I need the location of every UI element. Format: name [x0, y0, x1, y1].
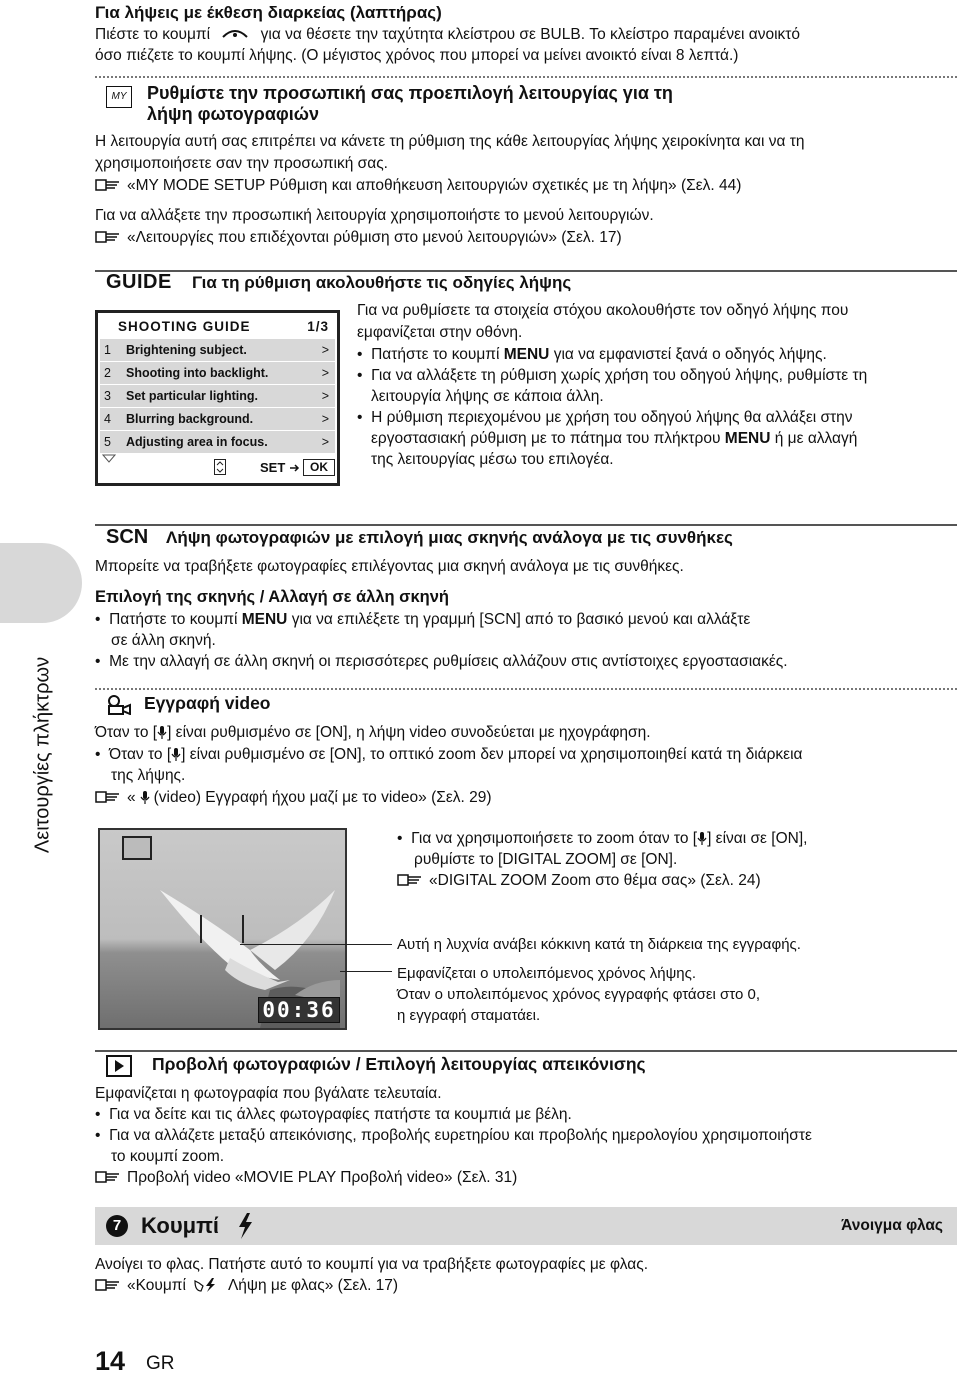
guide-item-number: 1	[104, 343, 111, 357]
bullet: •	[95, 1127, 101, 1144]
flash-right-label: Άνοιγμα φλας	[841, 1217, 943, 1234]
video-bullet-1	[95, 744, 803, 765]
bulb-button-icon	[220, 27, 250, 41]
bullet: •	[95, 653, 101, 670]
scn-bullet-1	[95, 609, 750, 630]
scn-b1-b: για να επιλέξετε τη γραμμή [SCN] από το βασικό μενού και αλλάξτε	[291, 611, 751, 628]
shooting-guide-screen	[95, 310, 340, 486]
flash-ref-b: Λήψη με φλας» (Σελ. 17)	[227, 1277, 399, 1294]
scn-body: Μπορείτε να τραβήξετε φωτογραφίες επιλέγοντας μια σκηνή ανάλογα με τις συνθήκες.	[95, 558, 684, 575]
bulb-line-1b: για να θέσετε την ταχύτητα κλείστρου σε BULB. Το κλείστρο παραμένει ανοικτό	[260, 26, 801, 43]
chevron-right-icon: >	[321, 343, 329, 357]
guide-text-1: Για να ρυθμίσετε τα στοιχεία στόχου ακολουθήστε τον οδηγό λήψης που	[357, 302, 849, 319]
my-mode-icon: MY	[106, 86, 132, 108]
guide-bullet-1	[357, 344, 827, 365]
mymode-body-1: Η λειτουργία αυτή σας επιτρέπει να κάνετε τη ρύθμιση της κάθε λειτουργίας λήψης χειροκίνητα και να τη	[95, 133, 805, 150]
flash-icon	[235, 1212, 255, 1240]
mymode-body-2: χρησιμοποιήσετε σαν την προσωπική σας.	[95, 155, 388, 172]
guide-bullet-3	[357, 407, 853, 428]
guide-item-label: Adjusting area in focus.	[126, 435, 268, 449]
guide-b1-a: Πατήστε το κουμπί	[371, 346, 500, 363]
mymode-ref-2	[95, 227, 622, 248]
reference-hand-icon	[397, 872, 423, 888]
guide-item-number: 3	[104, 389, 111, 403]
mymode-heading-1: Ρυθμίστε την προσωπική σας προεπιλογή λειτουργίας για τη	[147, 83, 673, 103]
bullet: •	[95, 746, 101, 763]
microphone-icon	[171, 747, 181, 761]
mymode-heading-2: λήψη φωτογραφιών	[147, 104, 319, 124]
guide-item-number: 2	[104, 366, 111, 380]
ok-button[interactable]: OK	[303, 459, 335, 476]
bulb-line-2: όσο πιέζετε το κουμπί λήψης. (Ο μέγιστος χρόνος που μπορεί να μείνει ανοικτό είναι 8 λεπτά.)	[95, 47, 739, 64]
flash-header-bar	[95, 1207, 957, 1245]
video-divider	[95, 688, 957, 690]
guide-screen-item[interactable]	[100, 431, 335, 453]
bulb-line-1a: Πιέστε το κουμπί	[95, 26, 211, 43]
mymode-body-3: Για να αλλάξετε την προσωπική λειτουργία χρησιμοποιήστε το μενού λειτουργιών.	[95, 207, 654, 224]
guide-text-2: εμφανίζεται στην οθόνη.	[357, 324, 523, 341]
microphone-icon	[140, 790, 150, 804]
movie-icon	[106, 695, 132, 715]
bullet: •	[357, 346, 363, 363]
chevron-right-icon: >	[321, 435, 329, 449]
guide-b3-l1: Η ρύθμιση περιεχομένου με χρήση του οδηγού λήψης θα αλλάξει στην	[371, 409, 853, 426]
bullet: •	[95, 611, 101, 628]
af-target-mark	[200, 915, 244, 943]
video-callout-2-l3: η εγγραφή σταματάει.	[397, 1007, 541, 1024]
video-line-1	[95, 722, 651, 743]
video-callout-1: Αυτή η λυχνία ανάβει κόκκινη κατά τη διάρκεια της εγγραφής.	[397, 936, 801, 953]
video-ref	[95, 787, 492, 808]
reference-hand-icon	[95, 1169, 121, 1185]
side-label	[18, 640, 68, 870]
playback-ref	[95, 1167, 517, 1188]
video-zoom-l1a: Για να χρησιμοποιήσετε το zoom όταν το [	[411, 830, 698, 847]
guide-item-label: Brightening subject.	[126, 343, 247, 357]
reference-hand-icon	[95, 789, 121, 805]
video-zoom-ref-text: «DIGITAL ZOOM Zoom στο θέμα σας» (Σελ. 24)	[429, 872, 761, 889]
hand-flash-icon	[192, 1277, 222, 1293]
callout-line-2	[340, 971, 392, 972]
scn-divider	[95, 524, 957, 526]
video-l1a: Όταν το [	[95, 724, 158, 741]
set-label: SET	[260, 460, 286, 475]
scn-b2: Με την αλλαγή σε άλλη σκηνή οι περισσότερες ρυθμίσεις αλλάζουν στις αντίστοιχες εργοστασιακές.	[109, 653, 788, 670]
side-tab-marker	[0, 543, 82, 623]
flash-ref-a: «Κουμπί	[127, 1277, 186, 1294]
mymode-ref-2-text: «Λειτουργίες που επιδέχονται ρύθμιση στο μενού λειτουργιών» (Σελ. 17)	[127, 229, 622, 246]
video-b1a: Όταν το [	[109, 746, 172, 763]
menu-button-label: MENU	[503, 346, 550, 363]
guide-item-label: Shooting into backlight.	[126, 366, 269, 380]
guide-b1-b: για να εμφανιστεί ξανά ο οδηγός λήψης.	[553, 346, 827, 363]
guide-item-number: 5	[104, 435, 111, 449]
video-zoom-ref	[397, 870, 761, 891]
chevron-right-icon: >	[321, 389, 329, 403]
reference-hand-icon	[95, 229, 121, 245]
scn-bullet-2	[95, 651, 788, 672]
bullet: •	[357, 367, 363, 384]
playback-b2-l1: Για να αλλάζετε μεταξύ απεικόνισης, προβολής ευρετηρίου και προβολής ημερολογίου χρησιμοποιήστε	[109, 1127, 812, 1144]
mymode-ref-1-text: «MY MODE SETUP Ρύθμιση και αποθήκευση λειτουργιών σχετικές με τη λήψη» (Σελ. 44)	[127, 177, 742, 194]
mymode-ref-1	[95, 175, 741, 196]
page-number: 14	[95, 1346, 126, 1376]
guide-screen-item[interactable]	[100, 408, 335, 430]
up-down-icon	[214, 459, 226, 475]
bullet: •	[357, 409, 363, 426]
guide-screen-item[interactable]	[100, 362, 335, 384]
video-zoom-l1b: ] είναι σε [ON],	[707, 830, 808, 847]
guide-item-label: Set particular lighting.	[126, 389, 258, 403]
video-zoom-l2: ρυθμίστε το [DIGITAL ZOOM] σε [ON].	[414, 851, 678, 868]
scn-subheading: Επιλογή της σκηνής / Αλλαγή σε άλλη σκηνή	[95, 588, 450, 606]
guide-bullet-2	[357, 365, 867, 386]
flash-body: Ανοίγει το φλας. Πατήστε αυτό το κουμπί για να τραβήξετε φωτογραφίες με φλας.	[95, 1256, 649, 1273]
playback-bullet-2	[95, 1125, 812, 1146]
menu-button-label: MENU	[724, 430, 771, 447]
guide-b2-l2: λειτουργία λήψης σε κάποια άλλη.	[371, 388, 604, 405]
language-code: GR	[146, 1353, 175, 1374]
guide-screen-title: SHOOTING GUIDE	[118, 319, 251, 334]
scn-icon: SCN	[106, 526, 149, 548]
playback-body: Εμφανίζεται η φωτογραφία που βγάλατε τελευταία.	[95, 1085, 442, 1102]
play-icon	[108, 1057, 130, 1075]
guide-b3-l3: της λειτουργίας μέσω του επιλογέα.	[371, 451, 614, 468]
microphone-icon	[697, 831, 707, 845]
video-preview-image	[98, 828, 347, 1030]
side-label-text: Λειτουργίες πλήκτρων	[31, 656, 54, 854]
scn-b1-l2: σε άλλη σκηνή.	[111, 632, 216, 649]
video-zoom-bullet	[397, 828, 807, 849]
guide-screen-item[interactable]	[100, 339, 335, 361]
video-callout-2-l2: Όταν ο υπολειπόμενος χρόνος εγγραφής φτάσει στο 0,	[397, 986, 761, 1003]
scroll-down-icon	[102, 454, 116, 464]
microphone-icon	[157, 725, 167, 739]
scn-b1-a: Πατήστε το κουμπί	[109, 611, 238, 628]
guide-icon: GUIDE	[106, 271, 172, 293]
reference-hand-icon	[95, 177, 121, 193]
mymode-divider	[95, 76, 957, 79]
guide-b3-l2a: εργοστασιακή ρύθμιση με το πάτημα του πλήκτρου	[371, 430, 721, 447]
step-number-badge: 7	[106, 1215, 128, 1237]
playback-divider	[95, 1050, 957, 1052]
video-callout-2-l1: Εμφανίζεται ο υπολειπόμενος χρόνος λήψης.	[397, 965, 697, 982]
guide-heading: Για τη ρύθμιση ακολουθήστε τις οδηγίες λήψης	[192, 273, 572, 292]
flash-ref	[95, 1275, 398, 1296]
guide-b2-l1: Για να αλλάξετε τη ρύθμιση χωρίς χρήση του οδηγού λήψης, ρυθμίστε τη	[371, 367, 868, 384]
menu-button-label: MENU	[241, 611, 288, 628]
callout-line-1	[240, 944, 392, 945]
video-l1b: ] είναι ρυθμισμένο σε [ON], η λήψη video συνοδεύεται με ηχογράφηση.	[167, 724, 651, 741]
arrow-icon	[290, 464, 300, 472]
video-ref-b: (video) Εγγραφή ήχου μαζί με το video» (Σελ. 29)	[153, 789, 492, 806]
guide-item-label: Blurring background.	[126, 412, 254, 426]
guide-screen-page: 1/3	[307, 319, 329, 334]
playback-bullet-1	[95, 1104, 572, 1125]
bulb-line-1	[95, 24, 800, 45]
guide-b3-l2	[371, 428, 857, 449]
remaining-time-display: 00:36	[258, 997, 340, 1023]
guide-item-number: 4	[104, 412, 111, 426]
video-b1b: ] είναι ρυθμισμένο σε [ON], το οπτικό zoom δεν μπορεί να χρησιμοποιηθεί κατά τη διάρκεια	[181, 746, 803, 763]
bulb-heading: Για λήψεις με έκθεση διαρκείας (λαπτήρας)	[95, 3, 442, 22]
playback-b2-l2: το κουμπί zoom.	[111, 1148, 225, 1165]
guide-screen-item[interactable]	[100, 385, 335, 407]
playback-icon	[106, 1055, 132, 1077]
reference-hand-icon	[95, 1277, 121, 1293]
flash-heading: Κουμπί	[141, 1213, 220, 1238]
bullet: •	[95, 1106, 101, 1123]
playback-ref-text: Προβολή video «MOVIE PLAY Προβολή video» (Σελ. 31)	[127, 1169, 518, 1186]
bullet: •	[397, 830, 403, 847]
movie-mode-icon	[122, 836, 152, 860]
chevron-right-icon: >	[321, 412, 329, 426]
playback-heading: Προβολή φωτογραφιών / Επιλογή λειτουργίας απεικόνισης	[152, 1054, 646, 1074]
video-heading: Εγγραφή video	[144, 693, 271, 713]
guide-b3-l2b: ή με αλλαγή	[774, 430, 858, 447]
playback-b1: Για να δείτε και τις άλλες φωτογραφίες πατήστε τα κουμπιά με βέλη.	[109, 1106, 572, 1123]
video-ref-a: «	[127, 789, 136, 806]
scn-heading: Λήψη φωτογραφιών με επιλογή μιας σκηνής ανάλογα με τις συνθήκες	[166, 528, 733, 547]
video-b1-l2: της λήψης.	[111, 767, 186, 784]
chevron-right-icon: >	[321, 366, 329, 380]
